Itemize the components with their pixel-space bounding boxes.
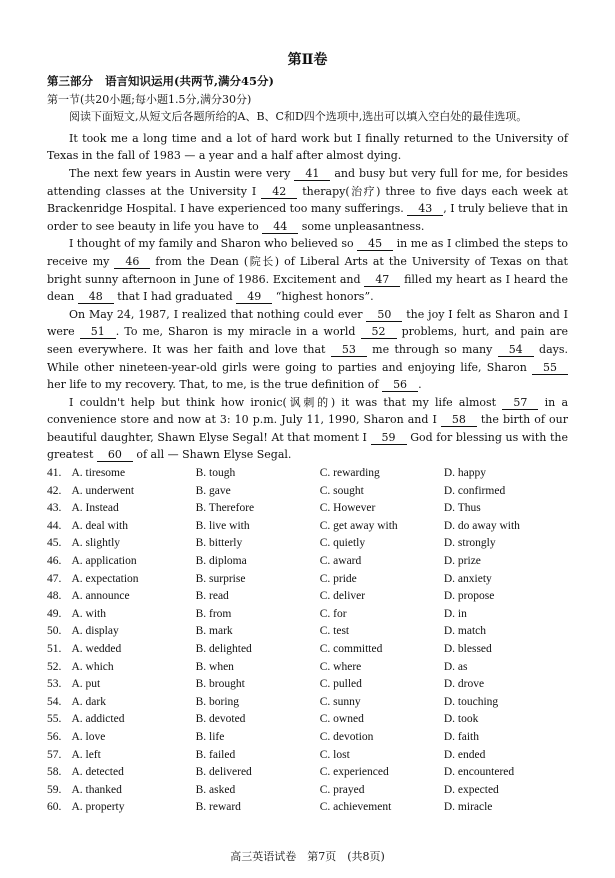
question-row [47,500,568,518]
option-c: C. However [319,502,376,515]
passage-text: . [418,378,422,392]
passage-paragraph [47,165,568,235]
option-a: A. love [71,730,106,743]
question-number: 45. [47,537,62,550]
option-b: B. delighted [195,643,252,655]
option-c: C. pulled [319,678,362,691]
option-c: C. test [319,625,350,638]
blank-42: 42 [261,185,297,199]
question-number: 58. [47,766,62,779]
blank-45: 45 [357,237,393,251]
question-row [47,571,568,589]
option-d: D. anxiety [443,572,492,585]
blank-49: 49 [236,290,272,304]
option-d: D. expected [443,783,499,796]
question-row [47,588,568,606]
option-c: C. prayed [319,783,365,796]
passage-text: that I had graduated [113,290,237,304]
option-c: C. pride [319,572,357,585]
option-c: C. deliver [319,590,366,603]
passage-paragraph [47,235,568,305]
part-heading [47,73,568,91]
option-d: D. faith [443,730,480,743]
option-a: A. put [71,678,101,691]
option-c: C. quietly [319,537,366,550]
option-b: B. life [195,730,225,743]
option-b: B. reward [195,801,241,814]
question-row [47,623,568,641]
option-c: C. rewarding [319,467,380,480]
option-b: B. live with [195,519,250,532]
question-row [47,711,568,729]
option-c: C. sought [319,484,364,497]
option-d: D. miracle [443,801,493,814]
question-number: 42. [47,484,62,497]
option-c: C. get away with [319,519,398,532]
question-number: 55. [47,713,62,726]
option-b: B. tough [195,467,236,480]
option-b: B. brought [195,678,245,691]
option-a: A. underwent [71,484,135,497]
blank-58: 58 [441,413,477,427]
question-number: 48. [47,590,62,603]
question-row [47,676,568,694]
passage-text: I thought of my family and Sharon who believed so [69,237,358,251]
passage-text: I couldn't help but think how ironic(讽刺的) it was that my life almost [69,395,503,409]
option-d: D. encountered [443,766,515,779]
option-a: A. addicted [71,713,125,726]
passage-text: in me as I climbed the steps to receive my [47,237,568,268]
question-number: 52. [47,660,62,673]
passage [47,130,568,464]
option-d: D. ended [443,748,486,761]
blank-54: 54 [498,343,534,357]
instructions: 阅读下面短文,从短文后各题所给的A、B、C和D四个选项中,选出可以填入空白处的最佳选项。 [69,110,528,124]
blank-46: 46 [114,255,150,269]
options-list [47,465,568,817]
option-c: C. experienced [319,766,389,779]
option-d: D. confirmed [443,484,506,497]
passage-text: “highest honors”. [272,290,374,304]
option-a: A. property [71,801,125,814]
passage-text: It took me a long time and a lot of hard work but I finally returned to the University of Texas in the fall of 1983 — a year and a half after almost dying. [47,131,568,163]
option-b: B. gave [195,484,231,497]
option-a: A. slightly [71,537,121,550]
option-c: C. sunny [319,695,361,708]
question-row [47,764,568,782]
passage-text: problems, hurt, and pain are seen everywhere. It was her faith and love that [47,325,568,356]
option-d: D. happy [443,467,487,480]
question-number: 44. [47,519,62,532]
option-b: B. Therefore [195,502,255,515]
option-b: B. mark [195,625,233,638]
passage-text: , I truly believe that in order to see beauty in life you have to [47,202,568,233]
question-row [47,729,568,747]
blank-48: 48 [78,290,114,304]
option-d: D. match [443,625,487,638]
question-number: 60. [47,801,62,814]
question-row [47,553,568,571]
question-number: 56. [47,730,62,743]
question-row [47,782,568,800]
question-number: 41. [47,467,62,480]
option-c: C. achievement [319,801,392,814]
option-c: C. where [319,660,362,673]
passage-paragraph [47,130,568,165]
blank-50: 50 [366,308,402,322]
blank-55: 55 [532,361,568,375]
blank-59: 59 [371,431,407,445]
question-row [47,535,568,553]
passage-text: her life to my recovery. That, to me, is the true definition of [47,378,383,392]
question-number: 47. [47,572,62,585]
option-c: C. committed [319,643,383,655]
passage-text: On May 24, 1987, I realized that nothing could ever [69,307,367,321]
passage-text: filled my heart as I heard the dean [47,272,568,304]
question-row [47,606,568,624]
option-a: A. Instead [71,502,119,515]
blank-47: 47 [364,273,400,287]
passage-text: of all — Shawn Elyse Segal. [132,448,292,462]
question-number: 43. [47,502,62,515]
blank-57: 57 [502,396,538,410]
option-b: B. asked [195,783,236,796]
option-d: D. took [443,713,479,726]
passage-text: in a convenience store and now at 3: 10 p.m. July 11, 1990, Sharon and I [47,395,568,427]
question-number: 54. [47,695,62,708]
passage-text: therapy(治疗) three to five days each week at Brackenridge Hospital. I have experienced too many sufferings. [47,184,568,216]
option-d: D. Thus [443,502,481,515]
option-a: A. expectation [71,572,139,585]
option-a: A. left [71,748,101,761]
section-heading: 第一节(共20小题;每小题1.5分,满分30分) [47,92,252,106]
option-d: D. propose [443,590,495,603]
passage-text: some unpleasantness. [298,219,425,233]
part-name: 语言知识运用(共两节,满分45分) [105,74,274,88]
blank-44: 44 [262,220,298,234]
passage-text: me through so many [366,342,498,356]
option-b: B. surprise [195,572,246,585]
passage-text: the joy I felt as Sharon and I were [47,307,568,339]
blank-43: 43 [407,202,443,216]
option-d: D. touching [443,695,499,708]
passage-text: . To me, Sharon is my miracle in a world [115,325,361,339]
option-a: A. application [71,555,137,568]
blank-41: 41 [294,167,330,181]
passage-text: The next few years in Austin were very [69,166,295,180]
question-number: 49. [47,607,62,620]
question-row [47,483,568,501]
option-a: A. wedded [71,643,122,655]
question-row [47,518,568,536]
page-footer: 高三英语试卷 第7页 (共8页) [230,850,385,863]
option-d: D. prize [443,555,481,568]
option-a: A. thanked [71,783,122,796]
option-b: B. devoted [195,713,246,726]
question-row [47,659,568,677]
option-a: A. tiresome [71,467,126,480]
option-a: A. which [71,660,114,673]
option-d: D. strongly [443,537,496,550]
passage-paragraph [47,306,568,394]
question-row [47,799,568,817]
question-row [47,465,568,483]
option-a: A. detected [71,766,124,779]
question-number: 57. [47,748,62,761]
question-row [47,694,568,712]
option-b: B. from [195,607,232,620]
option-d: D. blessed [443,643,492,655]
passage-paragraph [47,394,568,464]
option-a: A. dark [71,695,106,708]
blank-51: 51 [80,325,116,339]
option-c: C. owned [319,713,364,726]
option-c: C. award [319,555,362,568]
paper-title: 第Ⅱ卷 [287,52,328,68]
passage-text: from the Dean (院长) of Liberal Arts at the University of Texas on that bright sunny afternoon in June of 1986. Excitement and [47,254,568,286]
question-row [47,747,568,765]
option-b: B. when [195,660,234,673]
passage-text: God for blessing us with the greatest [47,430,568,462]
option-a: A. with [71,607,106,620]
option-a: A. display [71,625,119,638]
blank-60: 60 [97,448,133,462]
question-row [47,641,568,659]
blank-53: 53 [331,343,367,357]
question-number: 50. [47,625,62,638]
question-number: 46. [47,555,62,568]
option-b: B. read [195,590,229,603]
option-d: D. in [443,607,467,620]
option-b: B. failed [195,748,236,761]
option-d: D. as [443,660,468,673]
option-c: C. for [319,607,347,620]
question-number: 53. [47,678,62,691]
passage-text: and busy but very full for me, for besides attending classes at the University I [47,166,568,198]
option-b: B. boring [195,695,240,708]
passage-text: the birth of our beautiful daughter, Shawn Elyse Segal! At that moment I [47,413,569,444]
option-d: D. drove [443,678,485,691]
blank-52: 52 [361,325,397,339]
option-d: D. do away with [443,519,520,532]
question-number: 51. [47,643,62,655]
passage-text: days. While other nineteen-year-old girls were going to parties and enjoying life, Sharon [47,342,568,374]
blank-56: 56 [382,378,418,392]
question-number: 59. [47,783,62,796]
option-b: B. diploma [195,555,247,568]
option-b: B. bitterly [195,537,243,550]
option-b: B. delivered [195,766,252,779]
option-c: C. lost [319,748,350,761]
option-a: A. announce [71,590,130,603]
option-c: C. devotion [319,730,374,743]
option-a: A. deal with [71,519,128,532]
part-number: 第三部分 [47,74,93,88]
